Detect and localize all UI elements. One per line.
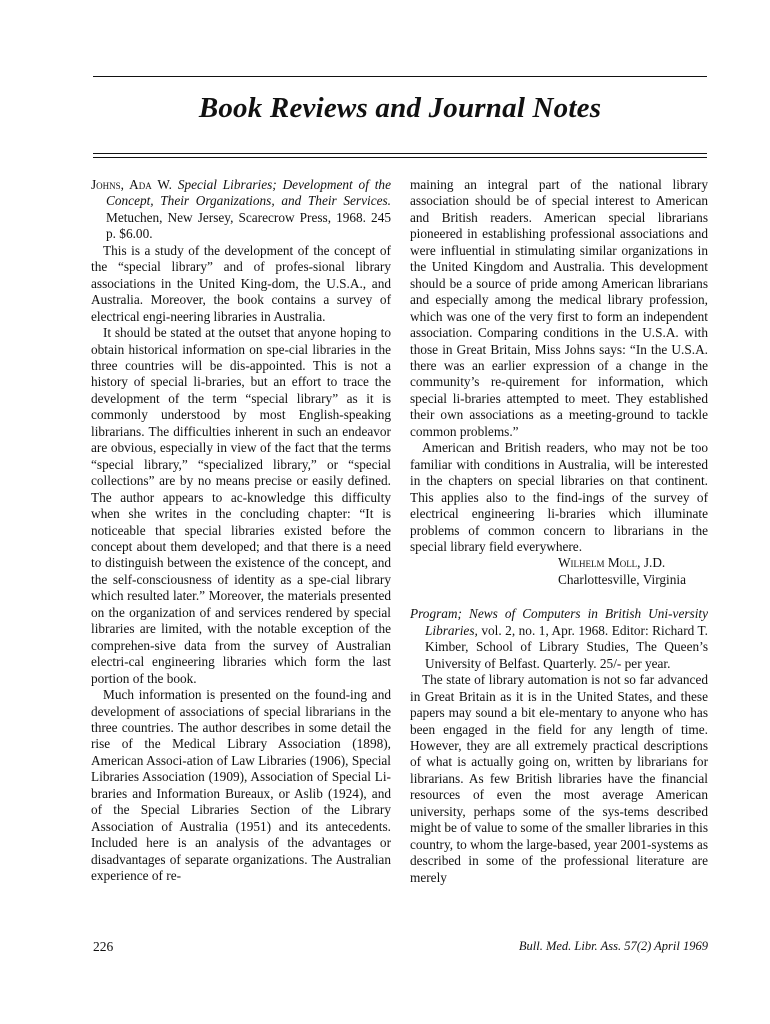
review1-author: Johns, Ada W. — [91, 177, 172, 192]
review1-book-title: Special Libraries; Development of the Concept, Their Organizations, and Their Services. — [106, 177, 391, 209]
reviewer-name: Wilhelm Moll, J.D. — [558, 555, 666, 571]
review2-citation — [410, 606, 708, 672]
header-rule — [93, 76, 707, 77]
left-column — [91, 177, 391, 884]
review1-paragraph-4: American and British readers, who may not be too familiar with conditions in Australia, will be interested in the chapters on special libraries on that continent. This applies also to the find-ings of the survey of electrical engineering li-braries which illuminate problems of common concern to librarians in the special library field everywhere. — [410, 440, 708, 554]
review2-details: vol. 2, no. 1, Apr. 1968. Editor: Richard T. Kimber, School of Library Studies, The Queen’s University of Belfast. Quarterly. 25/- per year. — [425, 622, 709, 671]
title-rule-lower — [93, 157, 707, 158]
review1-publication: Metuchen, New Jersey, Scarecrow Press, 1968. 245 p. $6.00. — [106, 209, 391, 242]
page-number: 226 — [93, 939, 114, 954]
review2-journal-title: Program; News of Computers in British Uni-versity Libraries, — [410, 606, 708, 638]
review1-paragraph-1: This is a study of the development of the concept of the “special library” and of profes-sional library associations in the United King-dom, the U.S.A., and Australia. Moreover, the book contains a survey of electrical engi-neering libraries in Australia. — [91, 242, 391, 324]
right-column — [410, 177, 708, 886]
review1-citation — [91, 177, 391, 243]
review1-paragraph-3: Much information is presented on the found-ing and development of associations of special librarians in the three countries. The author describes in some detail the rise of the Medical Library Association (1898), American Associ-ation of Law Libraries (1906), Special Libraries Association (1909), Association of Special Li-braries and Information Bureaux, or Aslib (1924), and of the Special Libraries Section of the Library Association of Australia (1951) and its antecedents. Included here is an analysis of the advantages or disadvantages of separate organizations. The Australian experience of re- — [91, 687, 391, 884]
review-separator — [410, 588, 708, 606]
page-title: Book Reviews and Journal Notes — [198, 92, 602, 124]
review2-paragraph: The state of library automation is not so far advanced in Great Britain as it is in the United States, and these papers may sound a bit ele-mentary to anyone who has been engaged in the field for any length of time. However, they are all extremely practical descriptions of what is actually going on, written by librarians for librarians. As few British libraries have the financial resources of even the most average American university, perhaps some of the sys-tems described might be of value to some of the smaller libraries in this country, to whom the large-based, year 2001-systems as described in some of the professional literature are merely — [410, 672, 709, 885]
review1-paragraph-3-continued: maining an integral part of the national library association should be of special interest to American and British readers. American special librarians pioneered in establishing professional associations and were influential in stimulating similar organizations in the United Kingdom and Australia. This development should be a source of pride among American librarians and especially among the medical library profession, which was one of the very first to form an independent association. Comparing conditions in the U.S.A. with those in Great Britain, Miss Johns says: “In the U.S.A. there was an earlier expression of a change in the community’s re-quirement for information, which special li-braries attempted to meet. They established their own associations as a meeting-ground to tackle common problems.” — [410, 177, 708, 439]
review1-paragraph-2: It should be stated at the outset that anyone hoping to obtain historical information on spe-cial libraries in the three countries will be dis-appointed. This is not a history of special li-braries, but an effort to trace the development of the term “special library” as it is commonly understood by most English-speaking librarians. The difficulties inherent in such an endeavor are obvious, especially in view of the fact that the terms “special library,” “specialized library,” or “special collections” are by no means precise or easily defined. The author appears to ac-knowledge this difficulty when she writes in the concluding chapter: “It is noticeable that special libraries existed before the concept about them developed; and that there is a need to distinguish between the existence of the concept, and the self-consciousness of identity as a spe-cial library which resulted later.” Moreover, the materials presented on the organization of and services rendered by special libraries are limited, with the notable exception of the comprehen-sive data from the survey of Australian electri-cal engineering libraries which form the last portion of the book. — [91, 325, 391, 686]
reviewer-location: Charlottesville, Virginia — [558, 571, 686, 587]
journal-citation: Bull. Med. Libr. Ass. 57(2) April 1969 — [518, 939, 708, 953]
title-rule-upper — [93, 153, 707, 154]
